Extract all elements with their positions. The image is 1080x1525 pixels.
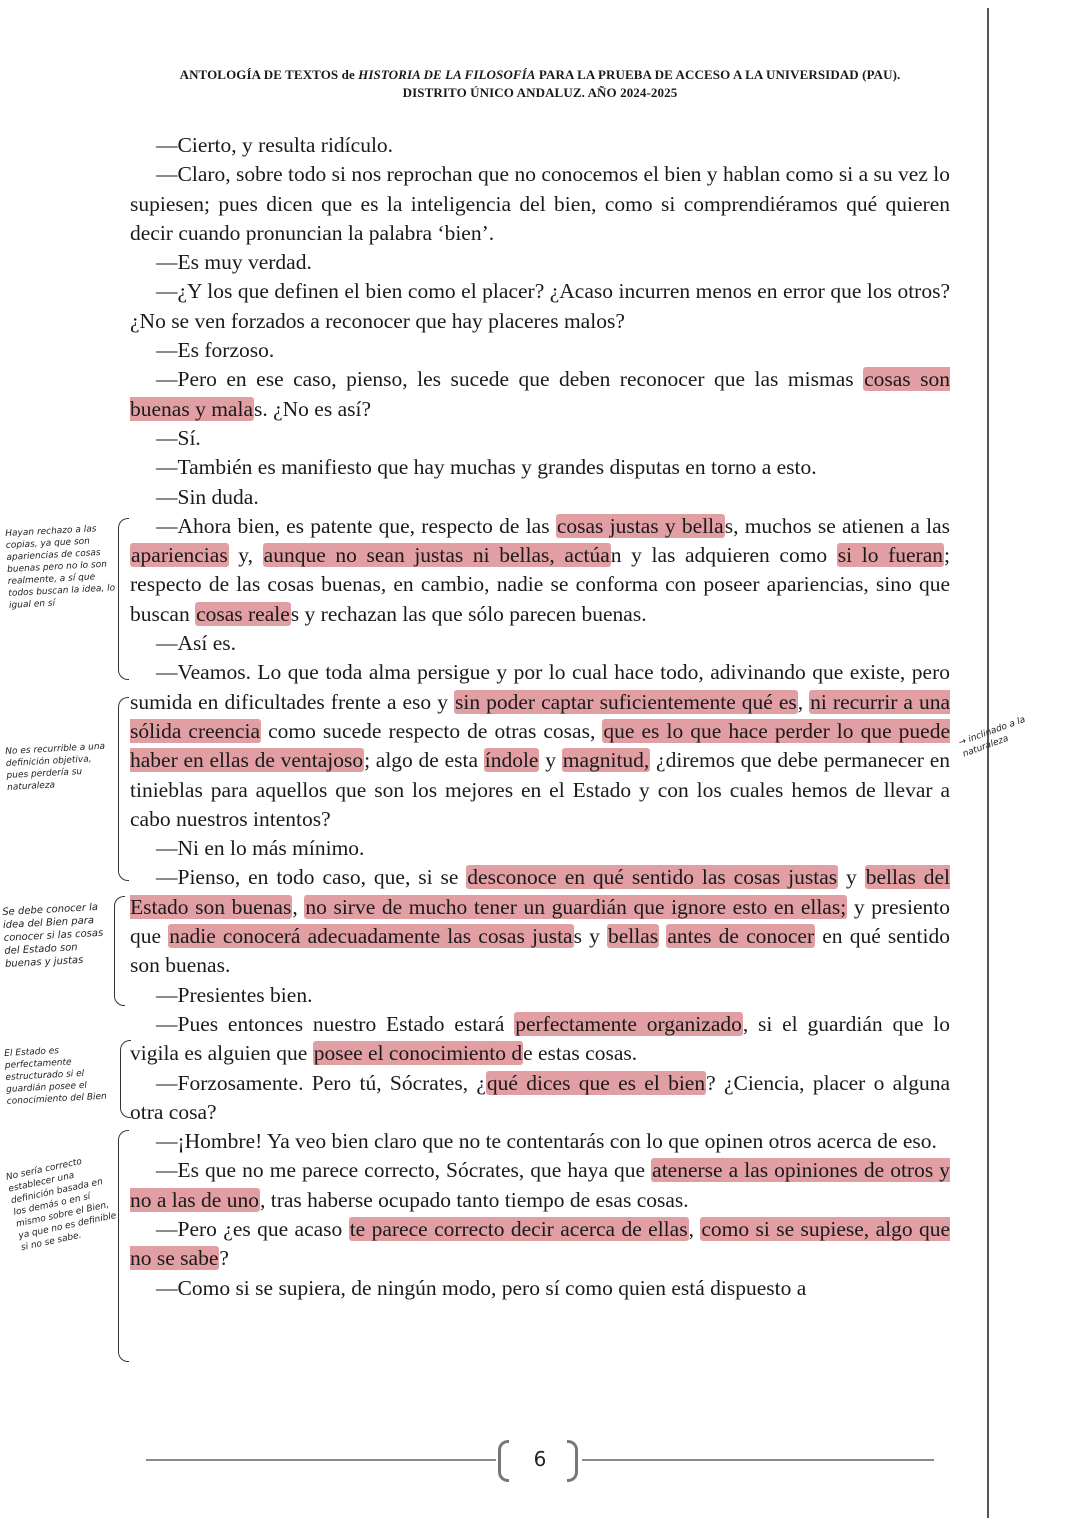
highlighted-text: que es lo que hace perder lo que puede haber en ellas de ventajoso (130, 718, 951, 773)
text-run: —Cierto, y resulta ridículo. (156, 133, 394, 157)
margin-note-2: No es recurrible a una definición objetiva, pues perdería su naturaleza (5, 741, 106, 793)
text-run: s. ¿No es así? (254, 396, 372, 421)
text-run: , (292, 894, 305, 919)
page-number: 6 (533, 1447, 547, 1471)
text-run: —Claro, sobre todo si nos reprochan que no conocemos el bien y hablan como si a su vez lo supiesen; pues dicen que es la inteligencia del bien, como si comprendiéramos qué quieren decir cuando pronuncian la palabra ‘bien’. (130, 162, 950, 245)
text-run: e estas cosas. (523, 1041, 638, 1066)
text-run: , tras haberse ocupado tanto tiempo de esas cosas. (259, 1187, 689, 1212)
margin-note-4: El Estado es perfectamente estructurado si el guardián posee el conocimiento del Bien (4, 1046, 107, 1107)
dialogue-paragraph (130, 512, 950, 629)
text-run: —Veamos. Lo que toda alma persigue y por lo cual hace todo, adivinando que existe, pero sumida en dificultades frente a eso y (130, 660, 950, 714)
text-run: ; respecto de las cosas buenas, en cambio, nadie se conforma con poseer apariencias, sino que buscan (130, 543, 950, 626)
text-run: —Es que no me parece correcto, Sócrates, que haya que (156, 1158, 652, 1183)
text-run: , (797, 689, 810, 714)
header-line1-c: PARA LA PRUEBA DE ACCESO A LA UNIVERSIDAD (PAU). (535, 67, 901, 82)
highlighted-text: sin poder captar suficientemente qué es (454, 689, 797, 714)
text-run: —Forzosamente. Pero tú, Sócrates, ¿ (156, 1070, 486, 1095)
highlighted-text: bellas del Estado son buenas (130, 865, 951, 919)
text-run: ? ¿Ciencia, placer o alguna otra cosa? (130, 1070, 950, 1124)
highlighted-text: te parece correcto decir acerca de ellas (349, 1216, 688, 1241)
text-run: y, (228, 543, 263, 568)
highlighted-text: magnitud, (562, 748, 650, 773)
text-run: —Ni en lo más mínimo. (156, 836, 365, 861)
text-run: —También es manifiesto que hay muchas y grandes disputas en torno a esto. (156, 455, 817, 480)
highlighted-text: perfectamente organizado (515, 1011, 742, 1036)
header-line1-a: ANTOLOGÍA DE TEXTOS de (179, 67, 359, 82)
text-run: —Sin duda. (156, 484, 259, 509)
highlighted-text: cosas reale (196, 601, 290, 626)
highlighted-text: como si se supiese, algo que no se sabe (130, 1216, 951, 1271)
text-run: —¿Y los que definen el bien como el placer? ¿Acaso incurren menos en error que los otros? ¿No se ven forzados a reconocer que hay placeres malos? (130, 279, 950, 333)
text-run: —Es forzoso. (156, 338, 275, 363)
margin-note-3: Se debe conocer la idea del Bien para conocer si las cosas del Estado son buenas y justas (2, 901, 104, 970)
header-line1-title: HISTORIA DE LA FILOSOFÍA (358, 67, 536, 82)
text-run: y (838, 865, 865, 890)
text-run: s, muchos se atienen a las (724, 513, 951, 538)
highlighted-text: aunque no sean justas ni bellas, actúa (263, 543, 610, 568)
highlighted-text: nadie conocerá adecuadamente las cosas justa (169, 924, 573, 949)
highlighted-text: posee el conocimiento d (313, 1041, 523, 1066)
dialogue-paragraph (130, 248, 950, 277)
highlighted-text: apariencias (131, 543, 228, 568)
text-run: —Pues entonces nuestro Estado estará (156, 1011, 515, 1036)
highlighted-text: ni recurrir a una sólida creencia (130, 689, 950, 743)
dialogue-paragraph (130, 365, 950, 424)
dialogue-paragraph (130, 863, 950, 980)
dialogue-paragraph (130, 1069, 950, 1128)
text-run: ¿diremos que debe permanecer en tinieblas para aquellos que son los mejores en el Estado y con los cuales hemos de llevar a cabo nuestros intentos? (130, 748, 950, 831)
text-run: —Sí. (156, 425, 201, 450)
dialogue-paragraph (130, 277, 950, 336)
annotation-bracket (118, 697, 129, 881)
text-run: —Ahora bien, es patente que, respecto de las (156, 513, 556, 538)
dialogue-paragraph (130, 629, 950, 658)
text-run: —Como si se supiera, de ningún modo, pero sí como quien está dispuesto a (156, 1275, 807, 1300)
dialogue-paragraph (130, 453, 950, 482)
text-run: y presiento que (130, 894, 951, 949)
text-run: —Así es. (156, 631, 237, 656)
text-run: —Pienso, en todo caso, que, si se (156, 865, 467, 890)
footer-rule-right (582, 1459, 934, 1461)
main-text (130, 131, 950, 1303)
text-run: —Es muy verdad. (156, 250, 312, 275)
dialogue-paragraph (130, 1156, 950, 1215)
dialogue-paragraph (130, 1010, 950, 1069)
dialogue-paragraph (130, 131, 950, 160)
text-run: —Pero ¿es que acaso (156, 1216, 349, 1241)
page-header (120, 67, 960, 83)
dialogue-paragraph (130, 1127, 950, 1156)
dialogue-paragraph (130, 1274, 950, 1303)
dialogue-paragraph (130, 658, 950, 834)
highlighted-text: si lo fueran (837, 543, 944, 568)
text-run: como sucede respecto de otras cosas, (261, 718, 603, 743)
highlighted-text: atenerse a las opiniones de otros y no a las de uno (130, 1158, 950, 1212)
dialogue-paragraph (130, 834, 950, 863)
dialogue-paragraph (130, 160, 950, 248)
dialogue-paragraph (130, 1215, 950, 1274)
annotation-bracket (114, 896, 125, 1006)
margin-note-1: Hayan rechazo a las copias, ya que son apariencias de cosas buenas pero no lo son realmente, a sí que todos buscan la idea, lo igual en sí (5, 524, 116, 611)
text-run: en qué sentido son buenas. (130, 924, 950, 978)
text-run: s y (573, 924, 608, 949)
annotation-bracket (118, 1130, 129, 1362)
text-run: —Pero en ese caso, pienso, les sucede que deben reconocer que las mismas (156, 367, 864, 392)
footer-rule-left (146, 1459, 496, 1461)
margin-note-5: No sería correcto establecer una definición basada en los demás o en sí mismo sobre el Bien, ya que no es definible si no se sabe. (5, 1156, 118, 1254)
text-run: , (688, 1216, 701, 1241)
text-run: , si el guardián que lo vigila es alguien que (130, 1011, 950, 1066)
dialogue-paragraph (130, 981, 950, 1010)
text-run: ; algo de esta (364, 748, 484, 773)
dialogue-paragraph (130, 424, 950, 453)
annotation-bracket (120, 1040, 131, 1118)
highlighted-text: cosas son buenas y mala (130, 367, 951, 421)
margin-note-right: → inclinado a la naturaleza (957, 714, 1027, 760)
text-run: —¡Hombre! Ya veo bien claro que no te contentarás con lo que opinen otros acerca de eso. (156, 1129, 937, 1154)
text-run: s y rechazan las que sólo parecen buenas. (290, 601, 647, 626)
highlighted-text: bellas (608, 924, 659, 949)
highlighted-text: qué dices que es el bien (486, 1070, 706, 1095)
highlighted-text: desconoce en qué sentido las cosas justas (467, 865, 838, 890)
highlighted-text: cosas justas y bella (556, 513, 724, 538)
text-run: ? (219, 1246, 229, 1271)
dialogue-paragraph (130, 483, 950, 512)
text-run: n y las adquieren como (610, 543, 837, 568)
dialogue-paragraph (130, 336, 950, 365)
highlighted-text: no sirve de mucho tener un guardián que ignore esto en ellas; (305, 894, 847, 919)
highlighted-text: antes de conocer (667, 924, 815, 949)
text-run: —Presientes bien. (156, 982, 313, 1007)
page-header-line2: DISTRITO ÚNICO ANDALUZ. AÑO 2024-2025 (402, 85, 678, 100)
text-run: y (539, 748, 562, 773)
highlighted-text: índole (484, 748, 539, 773)
page-right-border (987, 8, 989, 1518)
